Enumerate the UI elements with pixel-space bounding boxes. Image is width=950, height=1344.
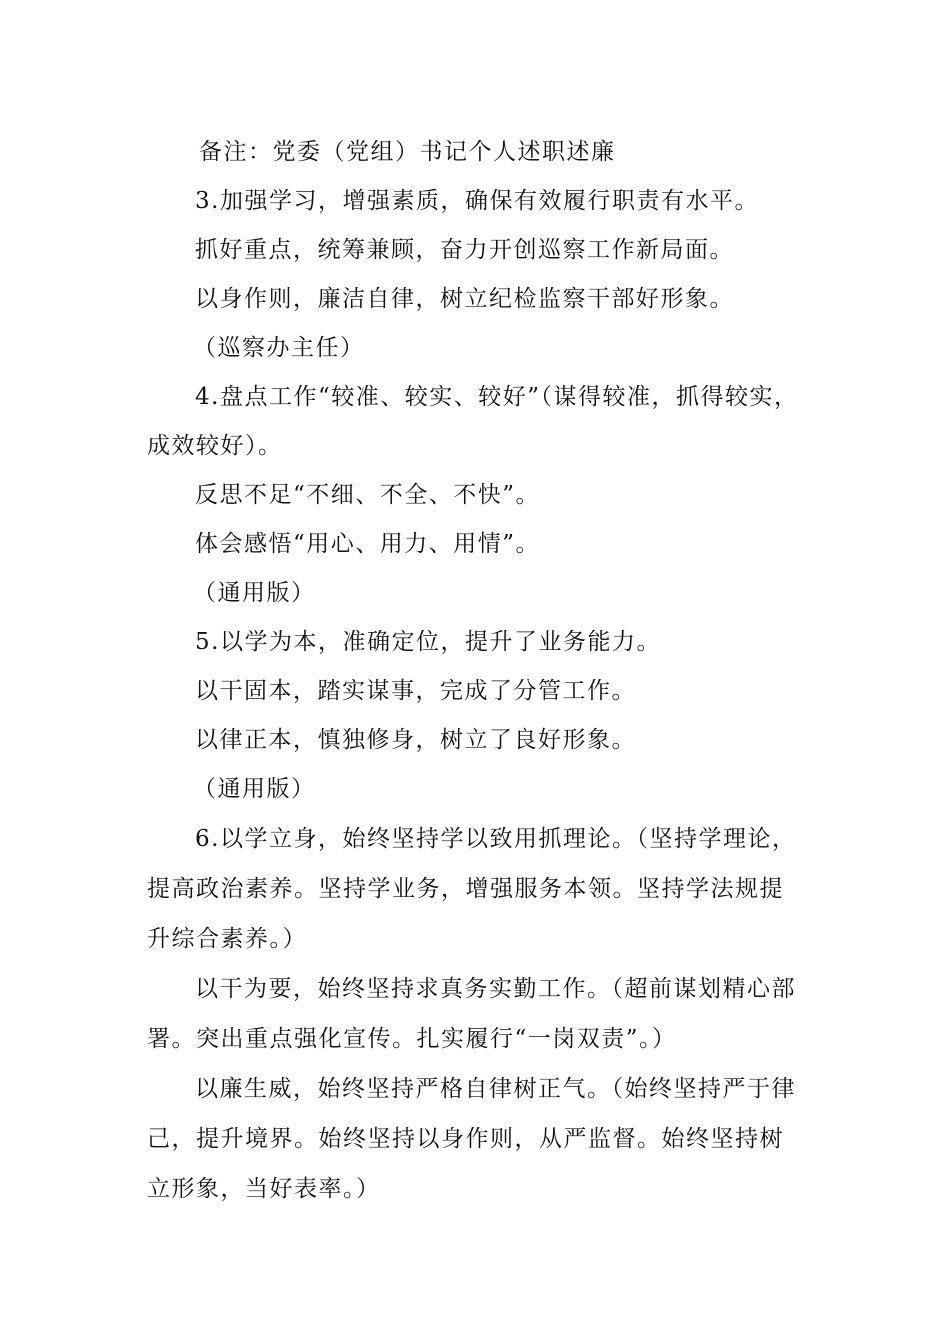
- paragraph-5-2: 以干固本，踏实谋事，完成了分管工作。: [195, 678, 636, 704]
- source-note-3: （巡察办主任）: [193, 335, 365, 361]
- paragraph-4-2: 反思不足“不细、不全、不快”。: [195, 482, 541, 508]
- document-body: [147, 128, 807, 1214]
- paragraph-3-2: 抓好重点，统筹兼顾，奋力开创巡察工作新局面。: [195, 237, 734, 263]
- paragraph-5-3: 以律正本，慎独修身，树立了良好形象。: [195, 727, 636, 753]
- paragraph-6-1: 6.以学立身，始终坚持学以致用抓理论。（坚持学理论，提高政治素养。坚持学业务，增强服务本领。坚持学法规提升综合素养。）: [147, 826, 797, 952]
- paragraph-6-2: 以干为要，始终坚持求真务实勤工作。（超前谋划精心部署。突出重点强化宣传。扎实履行“一岗双责”。）: [147, 976, 796, 1052]
- paragraph-4-1: 4.盘点工作“较准、较实、较好”（谋得较准，抓得较实，成效较好）。: [147, 384, 799, 459]
- paragraph-3-1: 3.加强学习，增强素质，确保有效履行职责有水平。: [195, 188, 759, 214]
- note-line: 备注：党委（党组）书记个人述职述廉: [199, 139, 616, 165]
- paragraph-5-1: 5.以学为本，准确定位，提升了业务能力。: [195, 629, 661, 655]
- paragraph-4-3: 体会感悟“用心、用力、用情”。: [195, 531, 541, 557]
- source-note-5: （通用版）: [193, 776, 316, 802]
- paragraph-6-3: 以廉生威，始终坚持严格自律树正气。（始终坚持严于律己，提升境界。始终坚持以身作则，从严监督。始终坚持树立形象，当好表率。）: [147, 1076, 796, 1202]
- source-note-4: （通用版）: [193, 580, 316, 606]
- paragraph-3-3: 以身作则，廉洁自律，树立纪检监察干部好形象。: [195, 286, 734, 312]
